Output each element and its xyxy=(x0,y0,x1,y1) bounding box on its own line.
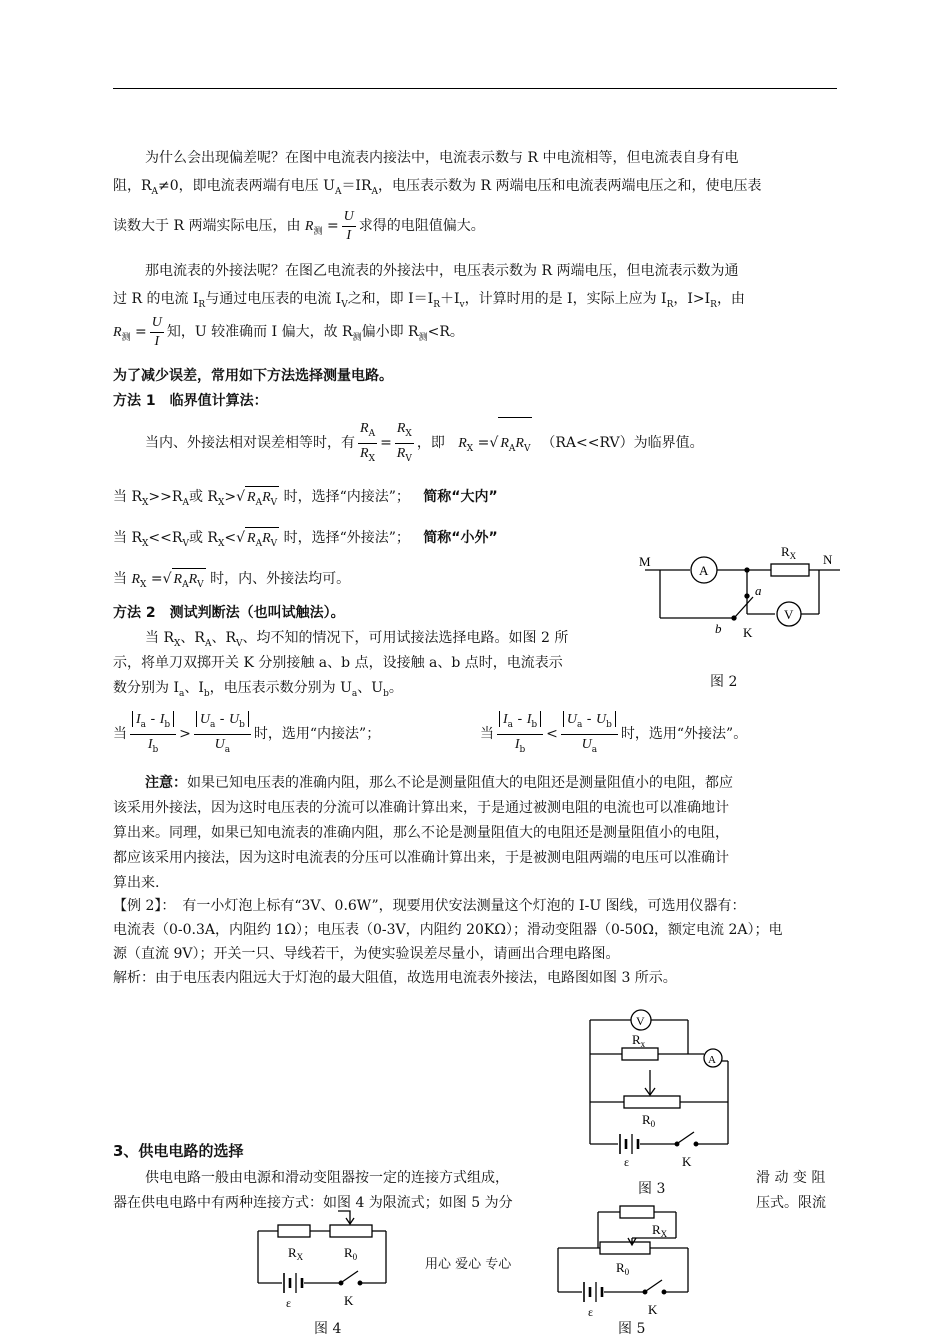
figure-4-caption: 图 4 xyxy=(314,1321,342,1337)
label-R0: $R_0$ xyxy=(344,1245,358,1262)
method-2-line-1: 当 $R_X$、$R_A$、$R_V$、均不知的情况下，可用试接法选择电路。如图 2 所 xyxy=(145,630,569,649)
example-line-4: 解析：由于电压表内阻远大于灯泡的最大阻值，故选用电流表外接法，电路图如图 3 所示。 xyxy=(113,970,677,986)
label-V: V xyxy=(784,607,794,622)
para-1-line-2: 阻，$R_A\ne 0$，即电流表两端有电压 $U_A=IR_A$，电压表示数为 R 两端电压和电流表两端电压之和，使电压表 xyxy=(113,178,762,197)
para-1-line-3: 读数大于 R 两端实际电压，由 $R_测$ = $\frac{U}{I}$ 求得的电阻值偏大。 xyxy=(113,208,485,243)
heading-method-2: 方法 2 测试判断法（也叫试触法）。 xyxy=(113,605,345,621)
comparison-outer: 当 $\frac{I_a - I_b}{I_b}$ < $\frac{U_a - U_b}{U_a}$ 时，选用“外接法”。 xyxy=(480,710,748,755)
comparison-inner: 当 $\frac{I_a - I_b}{I_b}$ > $\frac{U_a - U_b}{U_a}$ 时，选用“内接法”； xyxy=(113,710,381,755)
label-N: N xyxy=(823,552,833,567)
label-emf: ε xyxy=(588,1305,594,1319)
heading-reduce-error: 为了减少误差，常用如下方法选择测量电路。 xyxy=(113,368,393,384)
resistor-rx-icon xyxy=(622,1048,658,1060)
label-Rx: $R_x$ xyxy=(632,1032,646,1049)
switch-k-icon xyxy=(678,1132,694,1143)
label-K: K xyxy=(648,1302,658,1317)
label-V: V xyxy=(636,1014,645,1028)
para-2-line-1: 那电流表的外接法呢？在图乙电流表的外接法中，电压表示数为 R 两端电压，但电流表示数为通 xyxy=(145,263,739,279)
note-line-1: 注意：如果已知电压表的准确内阻，那么不论是测量阻值大的电阻还是测量阻值小的电阻，都应 xyxy=(145,775,733,791)
figure-5-circuit xyxy=(548,1200,708,1322)
para-2-line-3: $R_测$ = $\frac{U}{I}$ 知，U 较准确而 I 偏大，故 $R_测$偏小即 $R_测<R$。 xyxy=(113,314,464,349)
label-A: A xyxy=(699,563,709,578)
method-2-line-2: 示，将单刀双掷开关 K 分别接触 a、b 点，设接触 a、b 点时，电流表示 xyxy=(113,655,563,671)
label-M: M xyxy=(639,554,651,569)
section-3-line-1b: 滑 动 变 阻 xyxy=(756,1170,826,1186)
section-3-line-2b: 压式。限流 xyxy=(756,1195,826,1211)
section-3-line-1a: 供电电路一般由电源和滑动变阻器按一定的连接方式组成， xyxy=(145,1170,509,1186)
heading-method-1: 方法 1 临界值计算法： xyxy=(113,393,268,409)
example-line-3: 源（直流 9V）；开关一只、导线若干，为使实验误差尽量小，请画出合理电路图。 xyxy=(113,946,620,962)
note-line-2: 该采用外接法，因为这时电压表的分流可以准确计算出来，于是通过被测电阻的电流也可以准确地计 xyxy=(113,800,729,816)
label-A: A xyxy=(708,1054,716,1066)
case-equal: 当 $R_X$ =√ $R_AR_V$ 时，内、外接法均可。 xyxy=(113,568,350,595)
note-line-4: 都应该采用内接法，因为这时电流表的分压可以准确计算出来，于是被测电阻两端的电压可以准确计 xyxy=(113,850,729,866)
header-rule xyxy=(113,88,837,89)
switch-k-icon xyxy=(342,1271,358,1282)
heading-section-3: 3、供电电路的选择 xyxy=(113,1142,244,1160)
resistor-rx-icon xyxy=(771,564,809,576)
example-line-1: 【例 2】： 有一小灯泡上标有“3V、0.6W”，现要用伏安法测量这个灯泡的 I-U 图线，可选用仪器有： xyxy=(113,898,746,914)
resistor-rx-icon xyxy=(620,1206,654,1218)
rheostat-r0-icon xyxy=(600,1242,650,1254)
switch-k-icon xyxy=(646,1280,662,1291)
section-3-line-2a: 器在供电电路中有两种连接方式：如图 4 为限流式；如图 5 为分 xyxy=(113,1195,513,1211)
formula-u-over-i: $\frac{U}{I}$ xyxy=(343,208,354,243)
label-b: b xyxy=(715,621,722,636)
label-emf: ε xyxy=(624,1155,630,1169)
label-Rx: $R_X$ xyxy=(288,1245,304,1262)
label-Rx: $R_X$ xyxy=(652,1222,668,1239)
method-1-condition: 当内、外接法相对误差相等时，有 $\frac{R_A}{R_X}$ = $\frac{R_X}{R_V}$ ，即 $R_X$ =√ $R_AR_V$ （RA<<RV）为临界值。 xyxy=(145,417,704,474)
label-K: K xyxy=(682,1154,692,1169)
label-a: a xyxy=(755,583,762,598)
para-1-line-1: 为什么会出现偏差呢？在图中电流表内接法中，电流表示数与 R 中电流相等，但电流表自身有电 xyxy=(145,150,739,166)
para-2-line-2: 过 R 的电流 $I_R$与通过电压表的电流 $I_V$之和，即 $I=I_R+I_v$，计算时用的是 I，实际上应为 $I_R$，$I>I_R$，由 xyxy=(113,291,745,310)
label-R0: $R_0$ xyxy=(616,1260,630,1277)
case-small-outer: 当 $R_X<<R_V$或 $R_X<√$ $R_AR_V$ 时，选择“外接法”； 简称“小外” xyxy=(113,527,498,554)
figure-2-caption: 图 2 xyxy=(710,674,738,690)
figure-4-circuit xyxy=(250,1205,400,1317)
label-Rx: $R_X$ xyxy=(781,544,797,561)
label-K: K xyxy=(743,625,753,640)
example-line-2: 电流表（0-0.3A，内阻约 1Ω）；电压表（0-3V，内阻约 20KΩ）；滑动变阻器（0-50Ω，额定电流 2A）；电 xyxy=(113,922,783,938)
figure-3-circuit xyxy=(580,1008,740,1176)
label-K: K xyxy=(344,1293,354,1308)
figure-2-circuit xyxy=(635,540,850,650)
note-line-3: 算出来。同理，如果已知电流表的准确内阻，那么不论是测量阻值大的电阻还是测量阻值小的电阻， xyxy=(113,825,729,841)
resistor-rx-icon xyxy=(278,1225,310,1237)
case-big-inner: 当 $R_X>>R_A$或 $R_X>√$ $R_AR_V$ 时，选择“内接法”； 简称“大内” xyxy=(113,486,498,513)
method-2-line-3: 数分别为 $I_a$、$I_b$，电压表示数分别为 $U_a$、$U_b$。 xyxy=(113,680,403,699)
rheostat-r0-icon xyxy=(624,1096,680,1108)
page-footer: 用心 爱心 专心 xyxy=(425,1257,512,1272)
note-line-5: 算出来. xyxy=(113,875,160,891)
figure-3-caption: 图 3 xyxy=(638,1181,666,1197)
label-R0: $R_0$ xyxy=(642,1112,656,1129)
label-emf: ε xyxy=(286,1296,292,1310)
figure-5-caption: 图 5 xyxy=(618,1321,646,1337)
rheostat-r0-icon xyxy=(330,1225,372,1237)
